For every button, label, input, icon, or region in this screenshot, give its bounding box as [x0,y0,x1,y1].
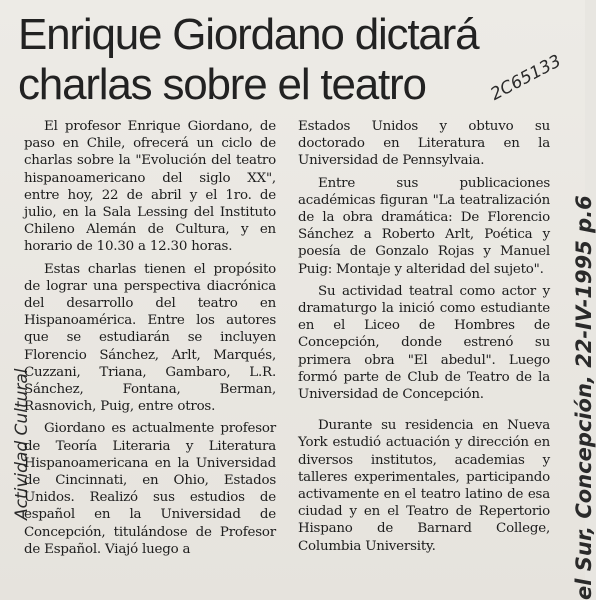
article-paragraph: Giordano es actualmente profesor de Teoría Literaria y Literatura Hispanoamericana en la Universidad de Cincinnati, en Ohio, Estados Unidos. Realizó sus estudios de español en la Universidad de Concepción, titulándose de Profesor de Español. Viajó luego a [24,421,276,557]
article-paragraph: Estados Unidos y obtuvo su doctorado en Literatura en la Universidad de Pennsylvaia. [298,119,550,169]
handwritten-source-citation: el Sur, Concepción, 22-IV-1995 p.6 [572,195,596,600]
handwritten-section-note: Actividad Cultural [12,368,32,520]
article-paragraph: Entre sus publicaciones académicas figuran "La teatralización de la obra dramática: De Florencio Sánchez a Roberto Arlt, Poética y poesía de Gonzalo Rojas y Manuel Puig: Montaje y alteridad del sujeto". [298,175,550,277]
headline [18,10,518,110]
article-paragraph: El profesor Enrique Giordano, de paso en Chile, ofrecerá un ciclo de charlas sobre la "Evolución del teatro hispanoamericano del siglo XX", entre hoy, 22 de abril y el 1ro. de julio, en la Sala Lessing del Instituto Chileno Alemán de Cultura, y en horario de 10.30 a 12.30 horas. [24,119,276,255]
handwritten-catalog-code: 2C65133 [487,51,565,105]
article-column-right [298,118,550,560]
article-paragraph: Estas charlas tienen el propósito de lograr una perspectiva diacrónica del desarrollo del teatro en Hispanoamérica. Entre los autores que se estudiarán se incluyen Florencio Sánchez, Arlt, Marqués, Cuzzani, Triana, Gambaro, L.R. Sánchez, Fontana, Berman, Rasnovich, Puig, entre otros. [24,261,276,415]
article-paragraph: Durante su residencia en Nueva York estudió actuación y dirección en diversos institutos, academias y talleres experimentales, participando activamente en el teatro latino de esa ciudad y en el Teatro de Repertorio Hispano de Barnard College, Columbia University. [298,418,550,554]
headline-line-2: charlas sobre el teatro [18,60,426,109]
headline-line-1: Enrique Giordano dictará [18,10,479,59]
article-paragraph: Su actividad teatral como actor y dramaturgo la inició como estudiante en el Liceo de Hombres de Concepción, donde estrenó su primera obra "El abedul". Luego formó parte de Club de Teatro de la Universidad de Concepción. [298,283,550,403]
article-column-left [24,118,276,563]
